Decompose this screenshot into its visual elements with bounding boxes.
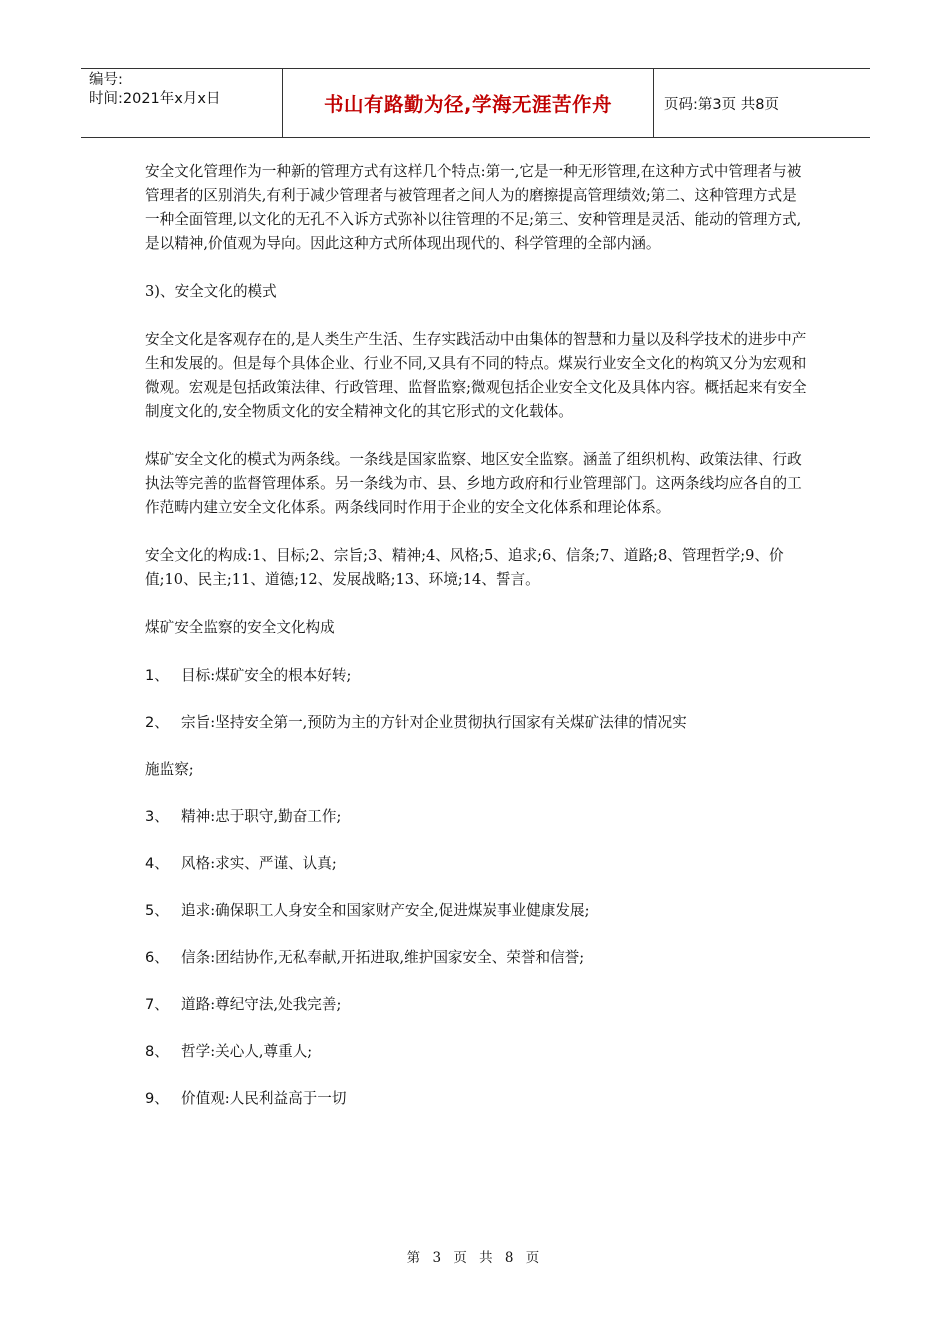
list-item-text: 哲学:关心人,尊重人; <box>181 1043 313 1060</box>
list-title: 煤矿安全监察的安全文化构成 <box>145 619 335 636</box>
list-item-text: 宗旨:坚持安全第一,预防为主的方针对企业贯彻执行国家有关煤矿法律的情况实 <box>181 714 687 731</box>
document-body <box>145 160 810 1111</box>
paragraph-culture: 安全文化是客观存在的,是人类生产生活、生存实践活动中由集体的智慧和力量以及科学技术的进步中产生和发展的。但是每个具体企业、行业不同,又具有不同的特点。煤炭行业安全文化的构筑又分为宏观和微观。宏观是包括政策法律、行政管理、监督监察;微观包括企业安全文化及具体内容。概括起来有安全制度文化的,安全物质文化的安全精神文化的其它形式的文化载体。 <box>145 331 807 420</box>
list-item <box>145 664 810 688</box>
list-item-text: 价值观:人民利益高于一切 <box>181 1090 347 1107</box>
list-item <box>145 1087 810 1111</box>
list-item-text: 目标:煤矿安全的根本好转; <box>181 667 352 684</box>
list-item <box>145 758 810 782</box>
section-heading: 3)、安全文化的模式 <box>145 283 277 300</box>
list-item-number: 5、 <box>145 902 169 919</box>
number-label: 编号: <box>89 72 123 88</box>
list-item-number: 2、 <box>145 714 169 731</box>
page-header <box>81 68 870 138</box>
header-motto: 书山有路勤为径,学海无涯苦作舟 <box>283 69 654 137</box>
culture-list <box>145 664 810 1111</box>
header-page-info: 页码:第3页 共8页 <box>664 96 779 113</box>
paragraph-composition: 安全文化的构成:1、目标;2、宗旨;3、精神;4、风格;5、追求;6、信条;7、道路;8、管理哲学;9、价值;10、民主;11、道德;12、发展战略;13、环境;14、誓言。 <box>145 547 784 588</box>
list-item-number: 3、 <box>145 808 169 825</box>
paragraph-features: 安全文化管理作为一种新的管理方式有这样几个特点:第一,它是一种无形管理,在这种方式中管理者与被管理者的区别消失,有利于减少管理者与被管理者之间人为的磨擦提高管理绩效;第二、这种管理方式是一种全面管理,以文化的无孔不入诉方式弥补以往管理的不足;第三、安种管理是灵活、能动的管理方式,是以精神,价值观为导向。因此这种方式所体现出现代的、科学管理的全部内涵。 <box>145 163 802 252</box>
list-item-number: 6、 <box>145 949 169 966</box>
list-item <box>145 805 810 829</box>
list-item-number: 8、 <box>145 1043 169 1060</box>
list-item-text: 追求:确保职工人身安全和国家财产安全,促进煤炭事业健康发展; <box>181 902 590 919</box>
time-label: 时间:2021年x月x日 <box>89 91 221 107</box>
list-item-number: 7、 <box>145 996 169 1013</box>
header-meta <box>81 69 283 137</box>
list-item-text: 施监察; <box>145 761 194 778</box>
list-item <box>145 899 810 923</box>
list-item-text: 精神:忠于职守,勤奋工作; <box>181 808 342 825</box>
list-item-text: 风格:求实、严谨、认真; <box>181 855 337 872</box>
list-item <box>145 852 810 876</box>
paragraph-mode: 煤矿安全文化的模式为两条线。一条线是国家监察、地区安全监察。涵盖了组织机构、政策法律、行政执法等完善的监督管理体系。另一条线为市、县、乡地方政府和行业管理部门。这两条线均应各自的工作范畴内建立安全文化体系。两条线同时作用于企业的安全文化体系和理论体系。 <box>145 451 802 516</box>
list-item <box>145 946 810 970</box>
list-item <box>145 711 810 735</box>
list-item-number: 9、 <box>145 1090 169 1107</box>
list-item <box>145 1040 810 1064</box>
list-item-number: 4、 <box>145 855 169 872</box>
page-footer: 第 3 页 共 8 页 <box>406 1250 544 1266</box>
list-item-number: 1、 <box>145 667 169 684</box>
list-item-text: 信条:团结协作,无私奉献,开拓进取,维护国家安全、荣誉和信誉; <box>181 949 585 966</box>
list-item-text: 道路:尊纪守法,处我完善; <box>181 996 342 1013</box>
list-item <box>145 993 810 1017</box>
